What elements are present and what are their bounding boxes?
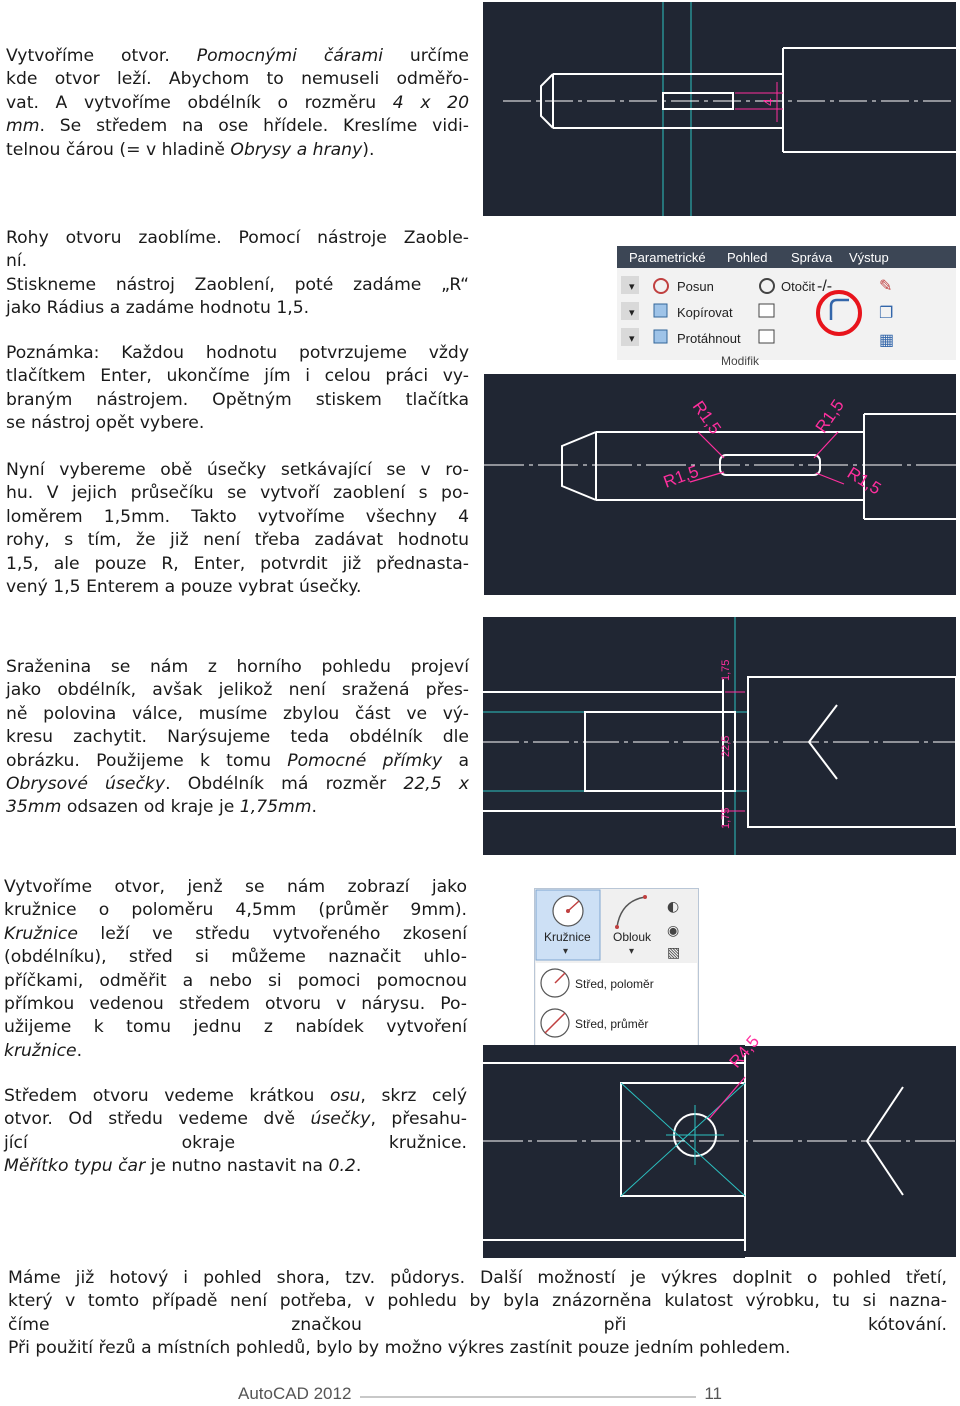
tab-sprava[interactable]: Správa — [791, 250, 833, 265]
text-run: příčkami, odměřit a nebo si pomoci pomocnou — [4, 970, 467, 991]
text-line — [6, 227, 469, 250]
menu-item-center-diameter[interactable]: Střed, průměr — [575, 1017, 649, 1031]
text-run: Sraženina se nám z horního pohledu projeví — [6, 657, 469, 677]
text-run: Nyní vybereme obě úsečky setkávající se v ro- — [6, 460, 469, 480]
text-line — [6, 576, 469, 599]
page-footer — [238, 1384, 722, 1406]
explode-icon: ❐ — [879, 305, 894, 322]
text-run: vat. A vytvoříme obdélník o rozměru — [6, 92, 393, 113]
text-run: mm — [6, 116, 40, 137]
text-run: hu. V jejich průsečíku se vytvoří zaoblení s po- — [6, 483, 469, 504]
text-line — [6, 297, 469, 320]
text-line — [6, 45, 469, 68]
text-run: (obdélníku), střed si můžeme naznačit uhlo- — [4, 947, 467, 968]
ellipse-icon[interactable]: ◐ — [667, 899, 680, 915]
text-run: je nutno nastavit na — [145, 1156, 329, 1177]
text-run: vený 1,5 Enterem a pouze vybrat úsečky. — [6, 577, 362, 598]
text-run: 4 x 20 — [392, 92, 470, 113]
circle-menu — [534, 888, 699, 1047]
arc-icon[interactable] — [617, 897, 645, 927]
text-line — [8, 1267, 947, 1290]
text-run: jící okraje kružnice. — [4, 1132, 467, 1153]
text-run: loměrem 1,5mm. Takto vytvoříme všechny 4 — [6, 506, 469, 527]
text-run: jako Rádius a zadáme hodnotu 1,5. — [6, 298, 310, 319]
svg-text:▾: ▾ — [563, 946, 569, 957]
text-run: se nástroj opět vybere. — [6, 413, 205, 434]
panel-label: Modifik — [721, 354, 760, 368]
text-line — [6, 679, 469, 702]
paragraph-chamfer — [6, 656, 469, 820]
text-run: Středem otvoru vedeme krátkou — [4, 1086, 331, 1106]
drawing-top-view-chamfer — [483, 617, 956, 855]
text-run: užijeme k tomu jednu z nabídek vytvoření — [4, 1017, 467, 1038]
text-line — [8, 1337, 947, 1360]
text-run: Vytvoříme otvor. — [6, 46, 197, 66]
text-run: Obrysové úsečky — [6, 774, 166, 795]
text-line — [6, 139, 469, 162]
text-run: . — [76, 1040, 83, 1061]
dimension-label: R1,5 — [811, 395, 848, 437]
text-run: Obrysy a hrany — [230, 139, 363, 160]
text-line — [4, 923, 467, 946]
trim-icon: -/- — [817, 278, 833, 295]
text-run: , přesahu- — [370, 1109, 467, 1130]
stretch-icon — [654, 330, 667, 343]
text-run: Stiskneme nástroj Zaoblení, poté zadáme „R“ — [6, 274, 469, 295]
hatch-icon[interactable]: ◉ — [667, 923, 680, 939]
paragraph-center-axis — [4, 1085, 467, 1179]
drawing-top-view-circle — [483, 1031, 956, 1258]
text-line — [6, 750, 469, 773]
dimension-label: 1,75 — [720, 659, 732, 681]
paragraph-create-hole — [6, 45, 469, 162]
text-run: ní. — [6, 251, 28, 272]
text-line — [6, 365, 469, 388]
text-run: 1,75mm — [239, 797, 312, 818]
text-run: rohy, s tím, že již není třeba zadávat hodnotu — [6, 530, 469, 551]
text-run: kresu zachytit. Narýsujeme teda obdélník dle — [6, 727, 469, 748]
tab-parametricke[interactable]: Parametrické — [629, 250, 706, 265]
paragraph-note — [6, 342, 469, 436]
footer-title: AutoCAD 2012 — [238, 1384, 352, 1403]
text-run: Měřítko typu čar — [4, 1156, 146, 1177]
footer-divider — [360, 1396, 696, 1398]
text-run: Pomocné přímky — [287, 750, 443, 771]
paragraph-conclusion — [8, 1267, 947, 1361]
text-run: obrázku. Použijeme k tomu — [6, 750, 288, 771]
text-line — [4, 1016, 467, 1039]
text-line — [8, 1290, 947, 1313]
text-run: jako obdélník, avšak jelikož není sražená přes- — [6, 680, 469, 701]
text-run: Rohy otvoru zaoblíme. Pomocí nástroje Zaoble- — [6, 228, 469, 248]
text-run: a — [442, 750, 470, 771]
text-line — [4, 1132, 467, 1155]
text-line — [6, 529, 469, 552]
text-run: , skrz celý — [360, 1086, 468, 1106]
svg-text:▾: ▾ — [629, 946, 635, 957]
text-line — [6, 482, 469, 505]
text-line — [6, 389, 469, 412]
text-line — [6, 553, 469, 576]
text-line — [6, 412, 469, 435]
button-kruznice[interactable]: Kružnice — [544, 930, 591, 944]
text-run: určíme — [382, 46, 470, 66]
region-icon[interactable]: ▧ — [667, 945, 681, 961]
text-line — [6, 68, 469, 91]
dimension-label: R4,5 — [725, 1031, 764, 1072]
text-line — [4, 946, 467, 969]
text-line — [4, 993, 467, 1016]
text-line — [6, 773, 469, 796]
text-run: Kružnice — [4, 923, 78, 944]
text-line — [6, 726, 469, 749]
text-run: . Obdélník má rozměr — [165, 774, 404, 795]
svg-text:▾: ▾ — [629, 281, 635, 293]
text-line — [6, 115, 469, 138]
text-line — [4, 876, 467, 899]
svg-text:▾: ▾ — [629, 333, 635, 345]
drawing-shaft-hole — [483, 2, 956, 216]
text-run: kružnice — [4, 1040, 77, 1061]
text-run: 35mm — [6, 797, 62, 818]
text-run: leží ve středu vytvořeného zkosení — [77, 923, 467, 944]
text-run: Poznámka: Každou hodnotu potvrzujeme vždy — [6, 343, 469, 363]
svg-text:▾: ▾ — [629, 307, 635, 319]
dimension-label: 1,75 — [720, 807, 732, 829]
text-line — [4, 970, 467, 993]
text-run: Máme již hotový i pohled shora, tzv. půdorys. Další možností je výkres doplnit o pohled třetí, — [8, 1268, 947, 1288]
text-line — [6, 92, 469, 115]
array-icon: ▦ — [879, 332, 895, 349]
tab-vystup[interactable]: Výstup — [849, 250, 889, 265]
dimension-label: 4 — [760, 98, 776, 106]
text-run: tlačítkem Enter, ukončíme jím i celou práci vy- — [6, 366, 469, 387]
text-run: kružnice o poloměru 4,5mm (průměr 9mm). — [4, 900, 467, 921]
text-run: telnou čárou (= v hladině — [6, 139, 231, 160]
page-number: 11 — [704, 1384, 722, 1403]
text-run: přímkou vedenou středem otvoru v nárysu. Po- — [4, 994, 467, 1015]
text-run: 0.2 — [328, 1156, 356, 1177]
text-run: Při použití řezů a místních pohledů, bylo by možno výkres zastínit pouze jedním pohledem. — [8, 1338, 791, 1359]
text-run: osu — [330, 1086, 361, 1106]
text-line — [4, 1040, 467, 1063]
paragraph-circle-hole — [4, 876, 467, 1063]
text-line — [6, 342, 469, 365]
text-run: ). — [362, 139, 375, 160]
text-run: otvor. Od středu vedeme dvě — [4, 1109, 311, 1130]
text-run: číme značkou při kótování. — [8, 1314, 947, 1335]
button-posun[interactable]: Posun — [677, 279, 714, 294]
text-line — [6, 656, 469, 679]
button-kopirovat[interactable]: Kopírovat — [677, 305, 733, 320]
tab-pohled[interactable]: Pohled — [727, 250, 768, 265]
paragraph-round-corners — [6, 227, 469, 321]
text-run: ně polovina válce, musíme zbylou část ve vý- — [6, 703, 469, 724]
text-run: 22,5 x — [403, 774, 469, 795]
text-run: Pomocnými čárami — [196, 46, 383, 66]
text-run: . Se středem na ose hřídele. Kreslíme vidi- — [39, 116, 469, 137]
dimension-label: R1,5 — [660, 461, 702, 492]
text-run: který v tomto případě není potřeba, v pohledu by byla znázorněna kulatost výrobku, tu si nazna- — [8, 1291, 947, 1312]
text-run: odsazen od kraje je — [61, 797, 240, 818]
text-run: . — [355, 1156, 362, 1177]
text-line — [6, 506, 469, 529]
text-line — [6, 703, 469, 726]
text-line — [6, 459, 469, 482]
erase-icon: ✎ — [879, 278, 893, 295]
dimension-label: R1,5 — [688, 397, 725, 438]
ribbon-fillet-tool — [617, 246, 956, 368]
button-protahnout[interactable]: Protáhnout — [677, 331, 741, 346]
dimension-label: R1,5 — [843, 463, 885, 499]
text-line — [4, 1155, 467, 1178]
text-line — [4, 899, 467, 922]
button-otocit[interactable]: Otočit — [781, 279, 815, 294]
text-run: 1,5, ale pouze R, Enter, potvrdit již přednasta- — [6, 553, 469, 574]
text-run: úsečky — [310, 1109, 371, 1130]
button-oblouk[interactable]: Oblouk — [613, 930, 652, 944]
copy-icon — [654, 304, 667, 317]
text-line — [4, 1085, 467, 1108]
paragraph-select-lines — [6, 459, 469, 599]
mirror-icon — [759, 304, 774, 317]
text-line — [6, 274, 469, 297]
dimension-label: 22,5 — [720, 735, 732, 757]
text-line — [6, 796, 469, 819]
text-run: . — [311, 797, 317, 818]
text-run: braným nástrojem. Opětným stiskem tlačítka — [6, 389, 469, 410]
menu-item-center-radius[interactable]: Střed, poloměr — [575, 977, 654, 991]
drawing-rounded-hole — [484, 374, 956, 595]
scale-icon — [759, 330, 774, 343]
text-run: Vytvoříme otvor, jenž se nám zobrazí jako — [4, 877, 467, 897]
text-line — [6, 250, 469, 273]
text-line — [8, 1314, 947, 1337]
text-line — [4, 1108, 467, 1131]
text-run: kde otvor leží. Abychom to nemuseli odměřo- — [6, 69, 469, 90]
